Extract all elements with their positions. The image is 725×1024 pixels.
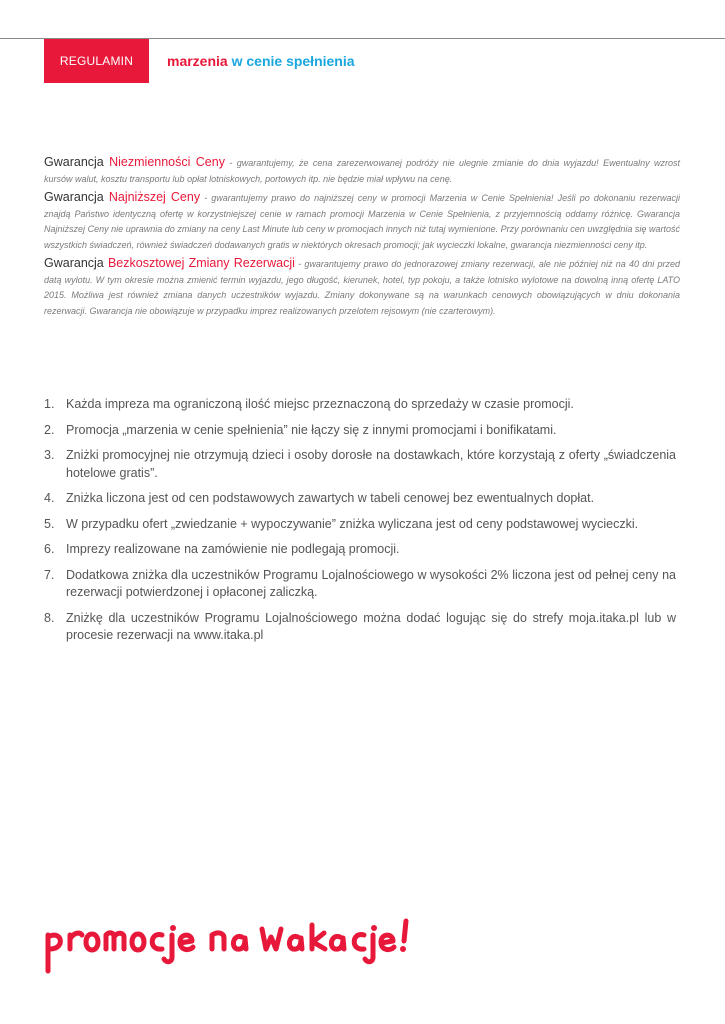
- rule-text: Zniżkę dla uczestników Programu Lojalnościowego można dodać logując się do strefy moja.itaka.pl lub w procesie rezerwacji na www.itaka.pl: [66, 610, 676, 642]
- guarantee-lowest-price: [44, 190, 680, 253]
- guarantee-heading: [44, 155, 225, 169]
- rule-number: 2.: [44, 422, 55, 437]
- rule-number: 1.: [44, 397, 55, 411]
- rule-text: W przypadku ofert „zwiedzanie + wypoczywanie” zniżka wyliczana jest od ceny podstawowej wycieczki.: [66, 516, 639, 531]
- guarantee-text: - gwarantujemy prawo do jednorazowej zmiany rezerwacji, ale nie później niż na 40 dni przed datą wylotu. W tym okresie można zmienić termin wyjazdu, jego długość, kierunek, hotel, typ pokoju, a także lotnisko wylotowe na dowolną inną ofertę LATO 2015. Możliwa jest również zmiana danych uczestników wyjazdu. Zmiany dokonywane są na warunkach cenowych obowiązujących w dniu dokonania rezerwacji. Gwarancja nie obowiązuje w przypadku imprez realizowanych przelotem rejsowym (nie czarterowym).: [44, 259, 680, 316]
- rule-number: 4.: [44, 491, 55, 505]
- rule-text: Promocja „marzenia w cenie spełnienia” nie łączy się z innymi promocjami i bonifikatami.: [66, 422, 557, 437]
- guarantees-section: [44, 155, 680, 322]
- regulamin-tab-label: REGULAMIN: [59, 54, 134, 68]
- page-title: [167, 53, 355, 69]
- rule-text: Zniżka liczona jest od cen podstawowych zawartych w tabeli cenowej bez ewentualnych dopłat.: [66, 491, 595, 505]
- rule-number: 7.: [44, 567, 55, 582]
- page-title-part2: w cenie spełnienia: [231, 53, 355, 69]
- rule-text: Imprezy realizowane na zamówienie nie podlegają promocji.: [66, 542, 400, 556]
- regulamin-tab: [44, 39, 149, 83]
- guarantee-accent: Bezkosztowej Zmiany Rezerwacji: [107, 256, 295, 270]
- rule-item: [44, 447, 676, 482]
- rule-text: Zniżki promocyjnej nie otrzymują dzieci i osoby dorosłe na dostawkach, które korzystają z oferty „świadczenia hotelowe gratis”.: [66, 448, 676, 480]
- guarantee-prefix: Gwarancja: [44, 256, 104, 270]
- guarantee-prefix: Gwarancja: [44, 190, 104, 204]
- guarantee-text: - gwarantujemy, że cena zarezerwowanej podróży nie ulegnie zmianie do dnia wyjazdu! Ewentualny wzrost kursów walut, kosztu transportu lub opłat lotniskowych, portowych itp. nie będzie miał wpływu na cenę.: [44, 158, 680, 184]
- rules-list: [44, 396, 676, 653]
- rule-item: [44, 541, 676, 559]
- rule-item: [44, 490, 676, 508]
- rule-item: [44, 610, 676, 645]
- page-title-part1: marzenia: [167, 53, 228, 69]
- rule-text: Każda impreza ma ograniczoną ilość miejsc przeznaczoną do sprzedaży w czasie promocji.: [66, 397, 574, 411]
- guarantee-heading: [44, 256, 295, 270]
- rule-number: 8.: [44, 610, 55, 625]
- promo-slogan-logo: [40, 905, 420, 980]
- guarantee-prefix: Gwarancja: [44, 155, 104, 169]
- guarantee-accent: Najniższej Ceny: [108, 190, 201, 204]
- rule-number: 5.: [44, 516, 55, 531]
- rule-number: 3.: [44, 448, 55, 462]
- rule-item: [44, 516, 676, 534]
- guarantee-free-change: [44, 256, 680, 319]
- guarantee-text: - gwarantujemy prawo do najniższej ceny w promocji Marzenia w Cenie Spełnienia! Jeśli po dokonaniu rezerwacji znajdą Państwo identyczną ofertę w korzystniejszej cenie w ramach promocji Marzenia w Cenie Spełnienia, z przyjemnością oddamy różnicę. Gwarancja Najniższej Ceny nie uprawnia do zmiany na ceny Last Minute lub ceny w promocjach innych niż tutaj wymienione. Przy porównaniu cen uwzględnia się wartość wszystkich świadczeń, również świadczeń dodawanych gratis w niektórych okresach promocji; jak wycieczki lokalne, gwarancja niezmienności ceny itp.: [44, 193, 680, 250]
- rule-item: [44, 567, 676, 602]
- guarantee-heading: [44, 190, 200, 204]
- guarantee-price-stability: [44, 155, 680, 187]
- rule-number: 6.: [44, 542, 55, 556]
- guarantee-accent: Niezmienności Ceny: [109, 155, 225, 169]
- rule-item: [44, 396, 676, 414]
- rule-text: Dodatkowa zniżka dla uczestników Programu Lojalnościowego w wysokości 2% liczona jest od pełnej ceny na rezerwacji potwierdzonej i opłaconej zaliczką.: [66, 567, 676, 599]
- rule-item: [44, 422, 676, 440]
